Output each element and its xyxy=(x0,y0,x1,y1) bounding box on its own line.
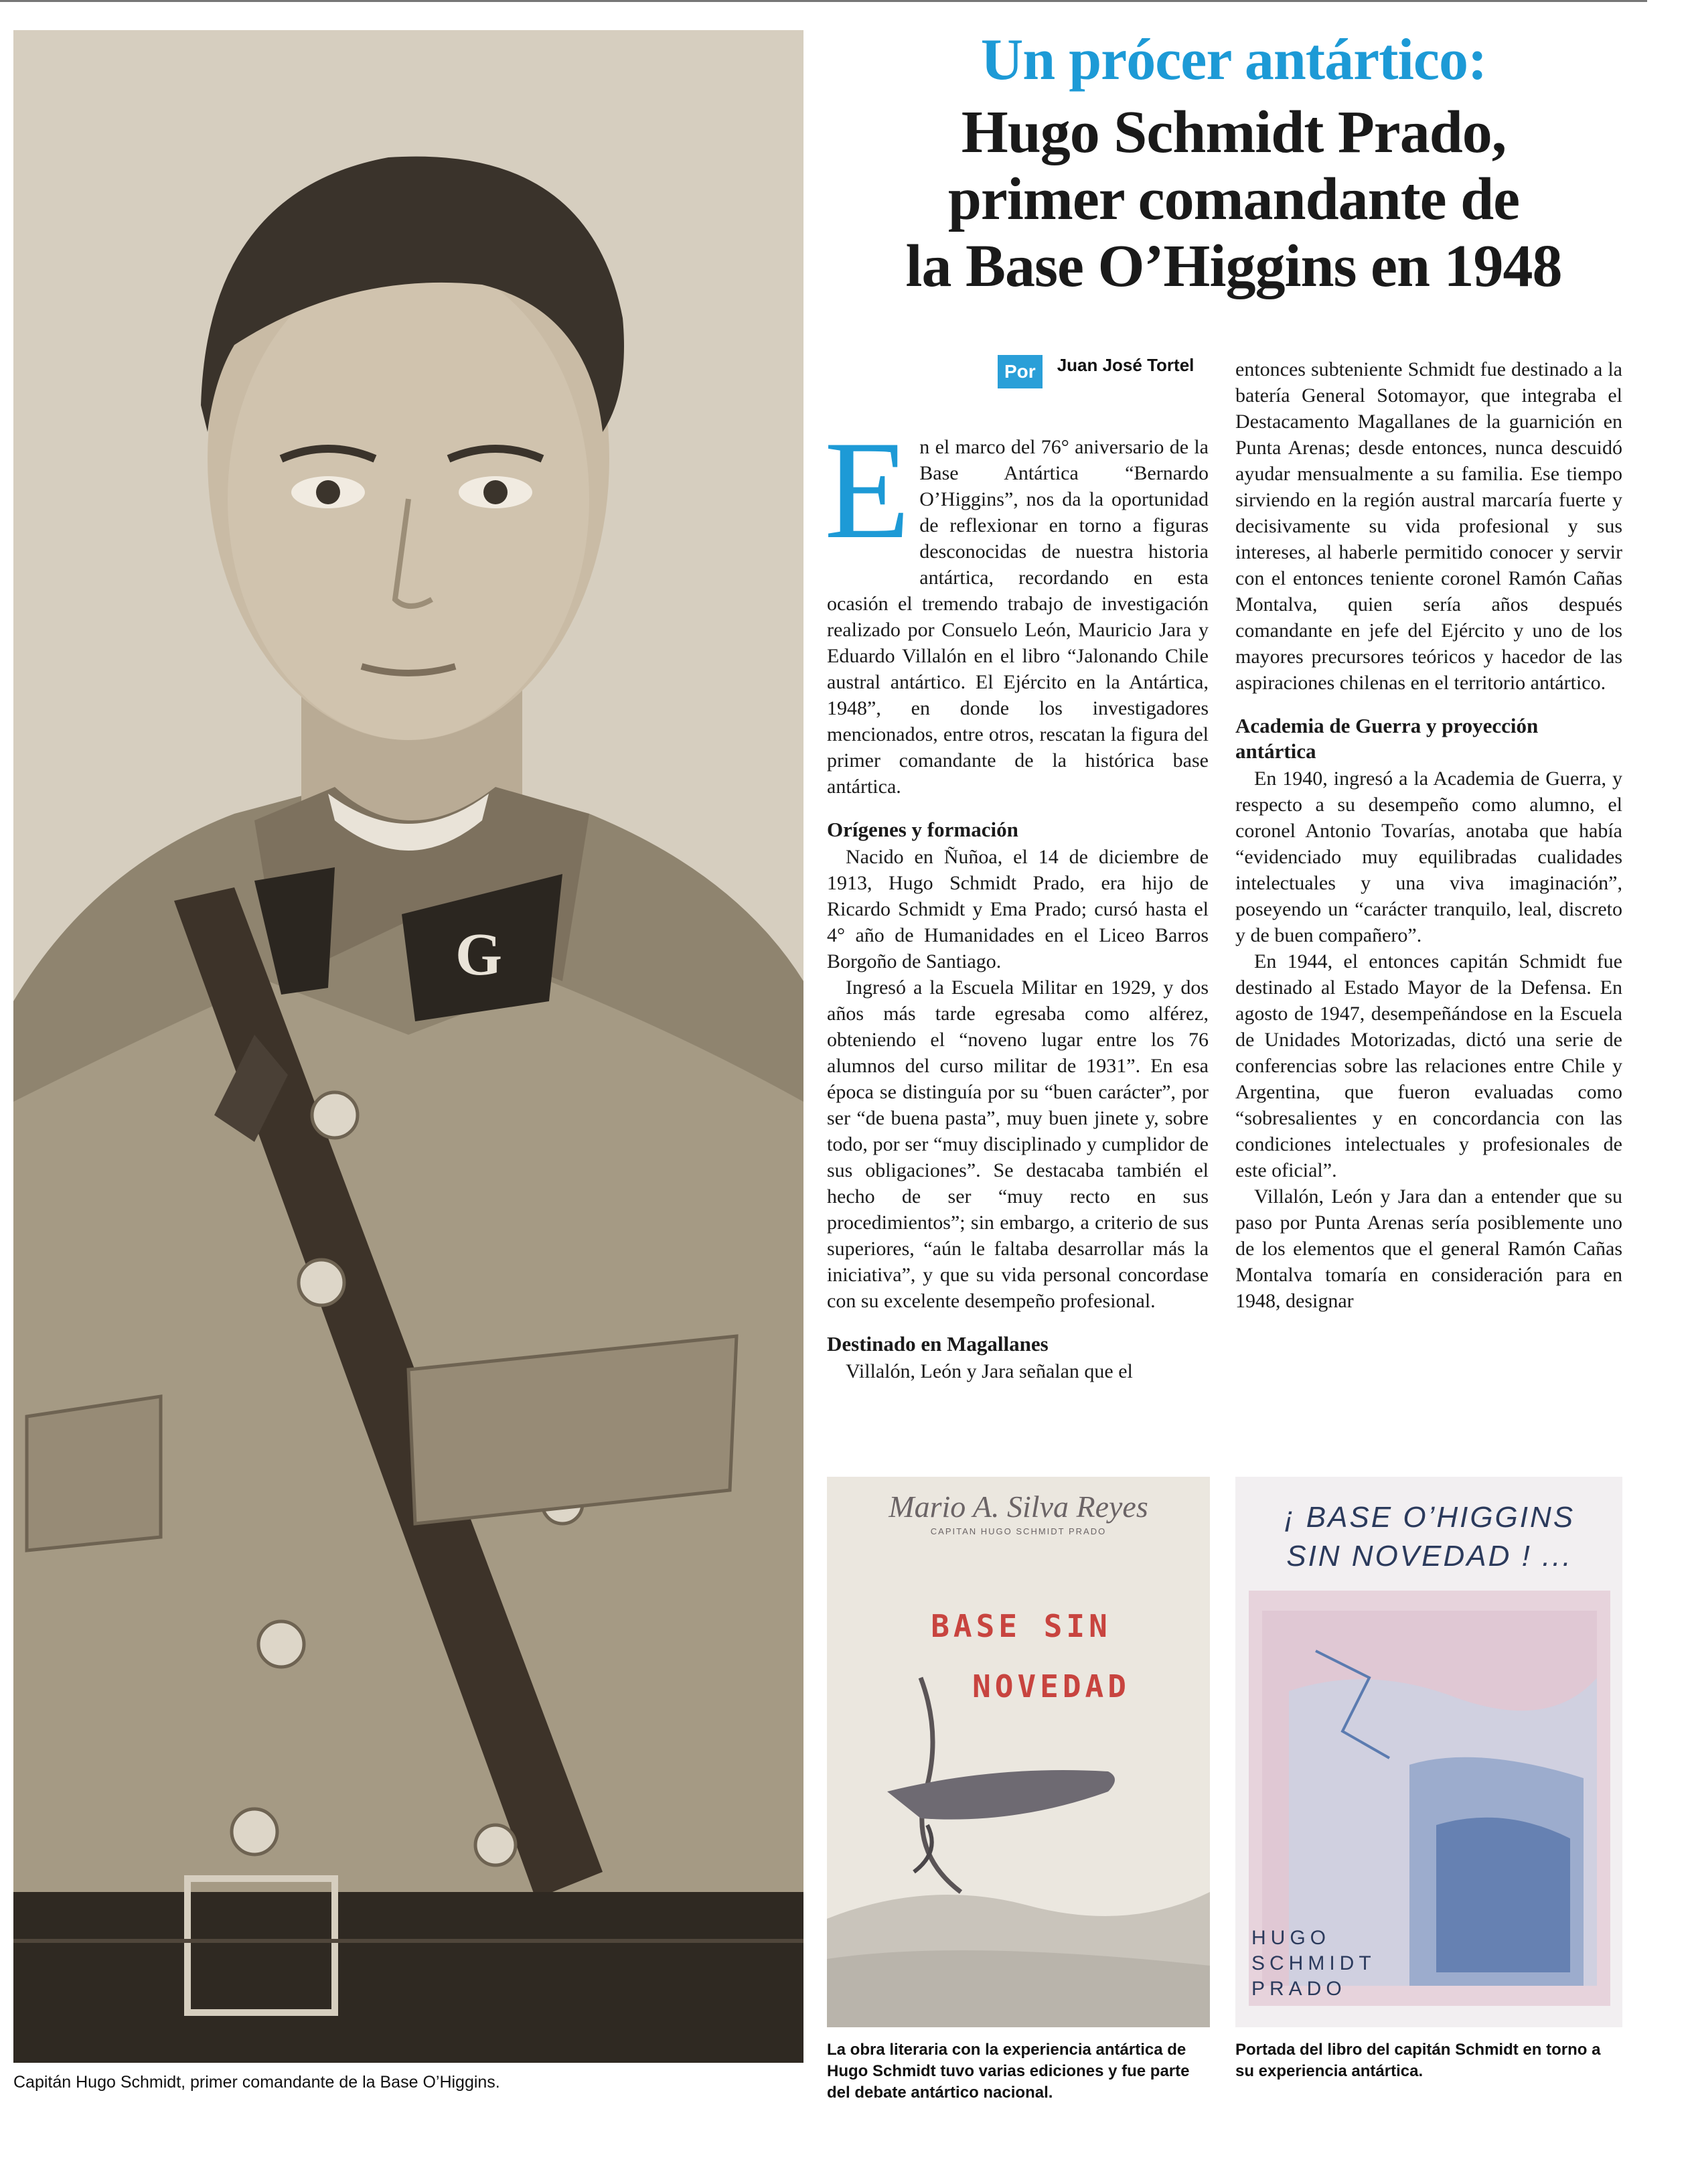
byline-author: Juan José Tortel xyxy=(1057,354,1195,375)
headline-line: Hugo Schmidt Prado, xyxy=(961,99,1507,165)
book2-author-line: PRADO xyxy=(1251,1978,1347,2000)
book-cover-art xyxy=(827,1477,1210,2027)
book1-title-line: BASE SIN xyxy=(931,1608,1111,1644)
byline-label: Por xyxy=(998,355,1043,388)
article-column-2 xyxy=(1235,356,1622,1314)
book2-title-line: SIN NOVEDAD ! ... xyxy=(1286,1540,1573,1573)
book-cover-base-sin-novedad xyxy=(827,1477,1210,2027)
intro-text: n el marco del 76° aniversario de la Base Antártica “Bernardo O’Higgins”, nos da la oportunidad de reflexionar en torno a figuras desconocidas de nuestra historia antártica, recordando en esta ocasión el tremendo trabajo de investigación realizado por Consuelo León, Mauricio Jara y Eduardo Villalón en el libro “Jalonando Chile austral antártico. El Ejército en la Antártica, 1948”, en donde los investigadores mencionados, entre otros, rescatan la figura del primer comandante de la histórica base antártica. xyxy=(827,436,1209,798)
book2-author xyxy=(1251,1925,1452,2002)
dropcap: E xyxy=(824,413,911,568)
book2-author-line: HUGO xyxy=(1251,1927,1330,1949)
book1-caption: La obra literaria con la experiencia antártica de Hugo Schmidt tuvo varias ediciones y fue parte del debate antártico nacional. xyxy=(827,2041,1190,2102)
top-rule xyxy=(0,0,1647,2)
headline-kicker: Un prócer antártico: xyxy=(980,27,1487,92)
body-paragraph: Villalón, León y Jara dan a entender que su paso por Punta Arenas sería posiblemente uno de los elementos que el general Ramón Cañas Montalva tomaría en consideración para en 1948, designar xyxy=(1235,1185,1622,1312)
svg-text:G: G xyxy=(455,922,503,988)
book2-title-line: ¡ BASE O’HIGGINS xyxy=(1284,1501,1575,1534)
body-paragraph: Ingresó a la Escuela Militar en 1929, y dos años más tarde egresaba como alférez, obteniendo el “noveno lugar entre los 76 alumnos del curso militar de 1931”. En esa época se distinguía por su “buen carácter”, por ser “de buena pasta”, muy buen jinete y, sobre todo, por ser “muy disciplinado y cumplidor de sus obligaciones”. Se destacaba también el hecho de ser “muy recto en sus procedimientos”; sin embargo, a criterio de sus superiores, “aún le faltaba desarrollar más la iniciativa”, y que su vida personal concordase con su excelente desempeño profesional. xyxy=(827,976,1209,1312)
section-heading: Academia de Guerra y proyección antártica xyxy=(1235,714,1539,763)
body-paragraph: Nacido en Ñuñoa, el 14 de diciembre de 1913, Hugo Schmidt Prado, era hijo de Ricardo Schmidt y Ema Prado; cursó hasta el 4° año de Humanidades en el Liceo Barros Borgoño de Santiago. xyxy=(827,846,1209,972)
book2-title xyxy=(1249,1498,1610,1576)
portrait-photo xyxy=(13,30,803,2063)
intro-paragraph xyxy=(824,413,1209,800)
portrait-illustration xyxy=(13,30,803,2063)
body-paragraph: entonces subteniente Schmidt fue destinado a la batería General Sotomayor, que integraba el Destacamento Magallanes de la guarnición en Punta Arenas; desde entonces, nunca descuidó ayudar mensualmente a su familia. Ese tiempo sirviendo en la región austral marcaría fuerte y decisivamente su vida profesional y sus intereses, al haberle permitido conocer y servir con el entonces teniente coronel Ramón Cañas Montalva, quien sería años después comandante en jefe del Ejército y uno de los mayores precursores teóricos y hacedor de las aspiraciones chilenas en el territorio antártico. xyxy=(1235,358,1622,694)
headline-line: primer comandante de xyxy=(947,166,1520,232)
book1-title xyxy=(867,1596,1175,1717)
book1-subtitle: CAPITAN HUGO SCHMIDT PRADO xyxy=(930,1526,1107,1536)
headline xyxy=(827,99,1640,300)
body-paragraph: En 1944, el entonces capitán Schmidt fue destinado al Estado Mayor de la Defensa. En agosto de 1947, desempeñándose en la Escuela de Unidades Motorizadas, dictó una serie de conferencias sobre las relaciones entre Chile y Argentina, que fueron evaluadas como “sobresalientes y en concordancia con las condiciones intelectuales y profesionales de este oficial”. xyxy=(1235,950,1622,1181)
book1-author-signature: Mario A. Silva Reyes xyxy=(889,1489,1148,1524)
book-cover-base-ohiggins xyxy=(1235,1477,1622,2027)
body-paragraph: Villalón, León y Jara señalan que el xyxy=(846,1360,1133,1382)
book1-title-line: NOVEDAD xyxy=(972,1668,1130,1704)
book2-caption: Portada del libro del capitán Schmidt en torno a su experiencia antártica. xyxy=(1235,2041,1601,2080)
headline-line: la Base O’Higgins en 1948 xyxy=(905,233,1562,299)
photo-caption: Capitán Hugo Schmidt, primer comandante de la Base O’Higgins. xyxy=(13,2073,500,2092)
section-heading: Destinado en Magallanes xyxy=(827,1332,1049,1356)
section-heading: Orígenes y formación xyxy=(827,818,1018,841)
article-column-1 xyxy=(824,413,1209,1384)
body-paragraph: En 1940, ingresó a la Academia de Guerra, y respecto a su desempeño como alumno, el coronel Antonio Tovarías, anotaba que había “evidenciado muy equilibradas cualidades intelectuales y una viva imaginación”, poseyendo un “carácter tranquilo, leal, discreto y de buen compañero”. xyxy=(1235,768,1622,946)
byline xyxy=(998,355,1194,388)
book2-author-line: SCHMIDT xyxy=(1251,1952,1376,1974)
